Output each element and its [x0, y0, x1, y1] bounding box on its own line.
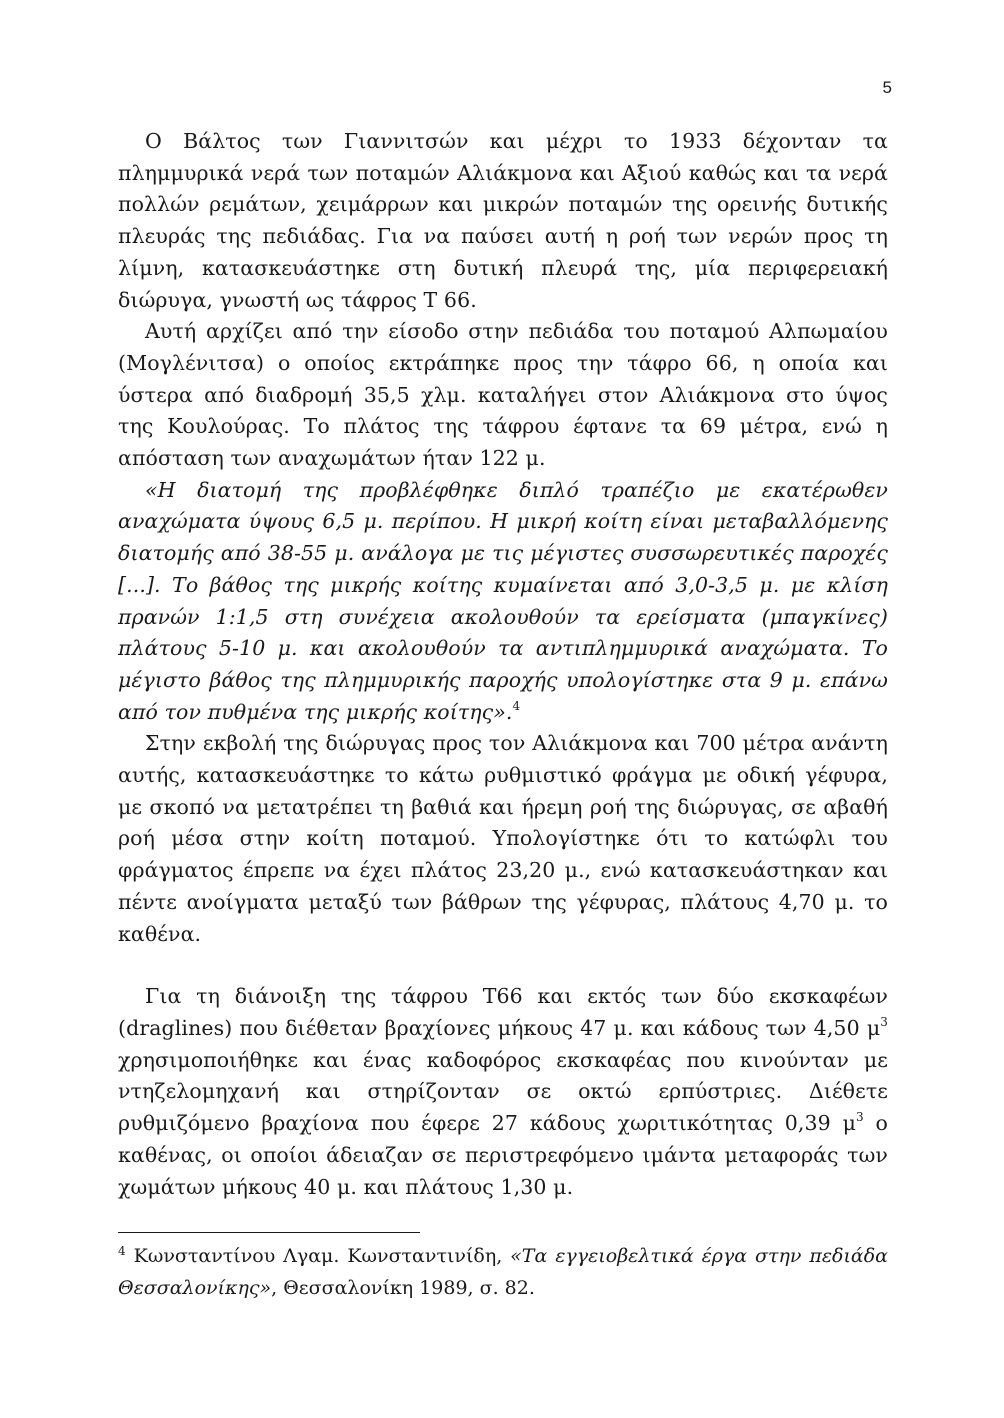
excavators-text-a: Για τη διάνοιξη της τάφρου Τ66 και εκτός των δύο εκσκαφέων (draglines) που διέθεταν βραχίονες μήκους 47 μ. και κάδους των 4,50 μ	[118, 984, 888, 1040]
excavators-text-c: ο καθένας, οι οποίοι άδειαζαν σε περιστρεφόμενο ιμάντα μεταφοράς των χωμάτων μήκους 40 μ. και πλάτους 1,30 μ.	[118, 1111, 889, 1199]
paragraph-valtos: Ο Βάλτος των Γιαννιτσών και μέχρι το 1933 δέχονταν τα πλημμυρικά νερά των ποταμών Αλιάκμονα και Αξιού καθώς και τα νερά πολλών ρεμάτων, χειμάρρων και μικρών ποταμών της ορεινής δυτικής πλευράς της πεδιάδας. Για να παύσει αυτή η ροή των νερών προς τη λίμνη, κατασκευάστηκε στη δυτική πλευρά της, μία περιφερειακή διώρυγα, γνωστή ως τάφρος Τ 66.	[118, 129, 888, 312]
footnote-reference[interactable]: 4	[512, 698, 521, 713]
cubic-superscript-1: 3	[880, 1014, 888, 1029]
footnote-title: «Τα εγγειοβελτικά έργα στην πεδιάδα Θεσσαλονίκης»	[118, 1245, 889, 1299]
footnote-divider	[118, 1232, 420, 1233]
footnote-author: Κωνσταντίνου Λγαμ. Κωνσταντινίδη,	[133, 1245, 511, 1267]
excavators-text-b: χρησιμοποιήθηκε και ένας καδοφόρος εκσκαφέας που κινούνταν με ντηζελομηχανή και στηρίζονταν σε οκτώ ερπύστριες. Διέθετε ρυθμιζόμενο βραχίονα που έφερε 27 κάδους χωριτικότητας 0,39 μ	[118, 1047, 888, 1136]
paragraph-excavators	[118, 981, 888, 1203]
paragraph-trench-route: Αυτή αρχίζει από την είσοδο στην πεδιάδα του ποταμού Αλπωμαίου (Μογλένιτσα) ο οποίος εκτράπηκε προς την τάφρο 66, η οποία και ύστερα από διαδρομή 35,5 χλμ. καταλήγει στον Αλιάκμονα στο ύψος της Κουλούρας. Το πλάτος της τάφρου έφτανε τα 69 μέτρα, ενώ η απόσταση των αναχωμάτων ήταν 122 μ.	[118, 319, 888, 471]
footnote-rest: , Θεσσαλονίκη 1989, σ. 82.	[271, 1276, 535, 1299]
paragraph-dam: Στην εκβολή της διώρυγας προς τον Αλιάκμονα και 700 μέτρα ανάντη αυτής, κατασκευάστηκε το κάτω ρυθμιστικό φράγμα με οδική γέφυρα, με σκοπό να μετατρέπει τη βαθιά και ήρεμη ροή της διώρυγας, σε αβαθή ροή μέσα στην κοίτη ποταμού. Υπολογίστηκε ότι το κατώφλι του φράγματος έπρεπε να έχει πλάτος 23,20 μ., ενώ κατασκευάστηκαν και πέντε ανοίγματα μεταξύ των βάθρων της γέφυρας, πλάτους 4,70 μ. το καθένα.	[118, 731, 888, 946]
footnote	[118, 1241, 888, 1304]
paragraph-quote	[118, 475, 888, 729]
page-number: 5	[882, 78, 892, 97]
footnote-mark: 4	[118, 1244, 126, 1258]
cubic-superscript-2: 3	[856, 1110, 864, 1125]
body-text	[118, 126, 888, 1203]
quote-text: «Η διατομή της προβλέφθηκε διπλό τραπέζιο με εκατέρωθεν αναχώματα ύψους 6,5 μ. περίπου. Η μικρή κοίτη είναι μεταβαλλόμενης διατομής από 38-55 μ. ανάλογα με τις μέγιστες συσσωρευτικές παροχές [...]. Το βάθος της μικρής κοίτης κυμαίνεται από 3,0-3,5 μ. με κλίση πρανών 1:1,5 στη συνέχεια ακολουθούν τα ερείσματα (μπαγκίνες) πλάτους 5-10 μ. και ακολουθούν τα αντιπλημμυρικά αναχώματα. Το μέγιστο βάθος της πλημμυρικής παροχής υπολογίστηκε στα 9 μ. επάνω από τον πυθμένα της μικρής κοίτης».	[118, 477, 888, 724]
